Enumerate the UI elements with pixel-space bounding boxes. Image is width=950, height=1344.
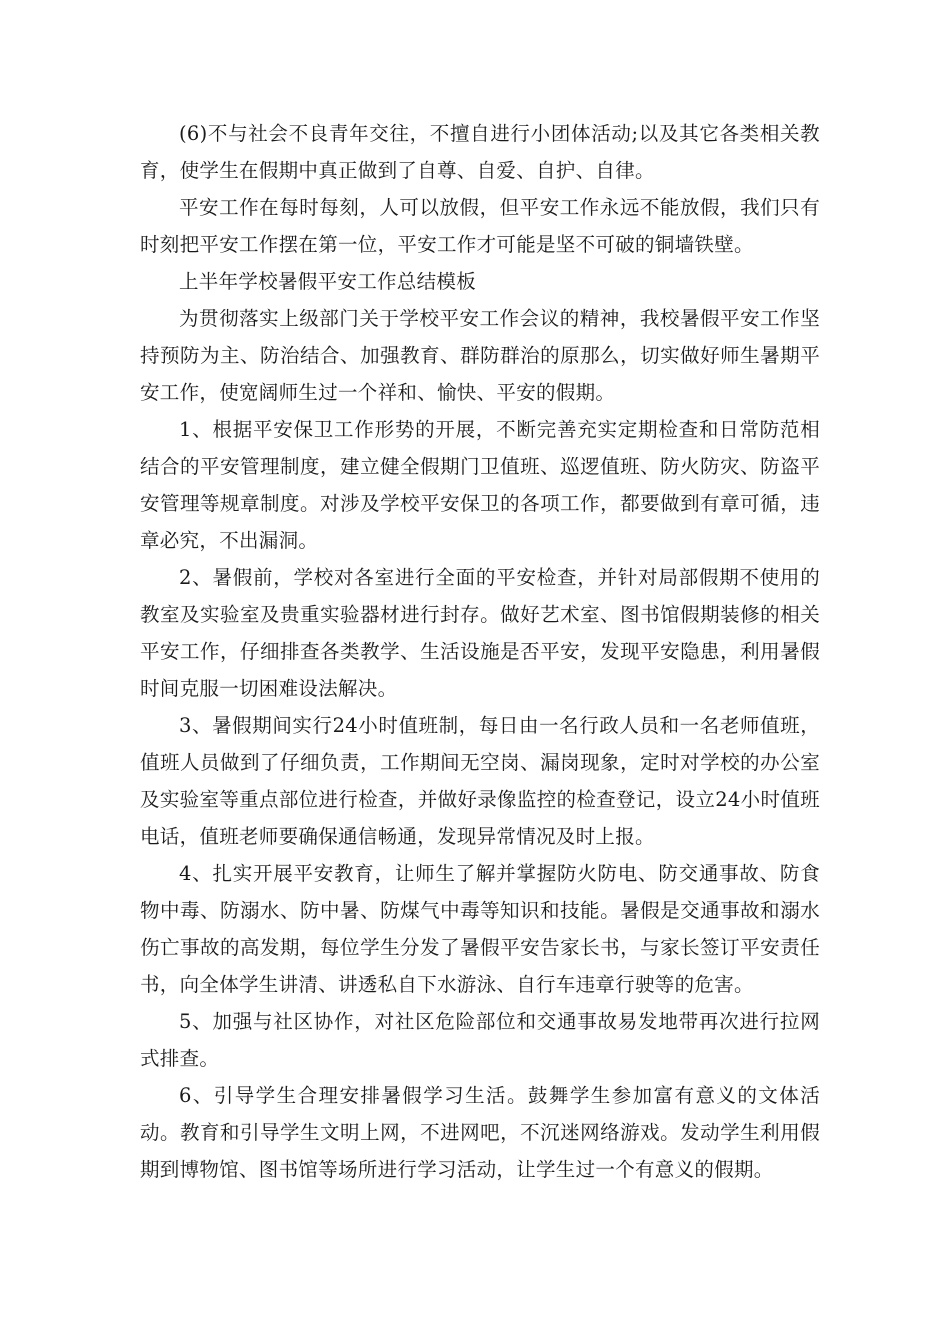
paragraph-item-2: 2、暑假前，学校对各室进行全面的平安检查，并针对局部假期不使用的教室及实验室及贵重实验器材进行封存。做好艺术室、图书馆假期装修的相关平安工作，仔细排查各类教学、生活设施是否平安，发现平安隐患，利用暑假时间克服一切困难设法解决。 xyxy=(140,566,820,700)
paragraph-item-4: 4、扎实开展平安教育，让师生了解并掌握防火防电、防交通事故、防食物中毒、防溺水、防中暑、防煤气中毒等知识和技能。暑假是交通事故和溺水伤亡事故的高发期，每位学生分发了暑假平安告家长书，与家长签订平安责任书，向全体学生讲清、讲透私自下水游泳、自行车违章行驶等的危害。 xyxy=(140,862,820,996)
document-body xyxy=(140,115,820,1188)
paragraph-item-3: 3、暑假期间实行24小时值班制，每日由一名行政人员和一名老师值班，值班人员做到了仔细负责，工作期间无空岗、漏岗现象，定时对学校的办公室及实验室等重点部位进行检查，并做好录像监控的检查登记，设立24小时值班电话，值班老师要确保通信畅通，发现异常情况及时上报。 xyxy=(140,714,820,848)
paragraph-item-5: 5、加强与社区协作，对社区危险部位和交通事故易发地带再次进行拉网式排查。 xyxy=(140,1010,820,1070)
paragraph-item-1: 1、根据平安保卫工作形势的开展，不断完善充实定期检查和日常防范相结合的平安管理制度，建立健全假期门卫值班、巡逻值班、防火防灾、防盗平安管理等规章制度。对涉及学校平安保卫的各项工作，都要做到有章可循，违章必究，不出漏洞。 xyxy=(140,418,820,552)
paragraph-2: 平安工作在每时每刻，人可以放假，但平安工作永远不能放假，我们只有时刻把平安工作摆在第一位，平安工作才可能是坚不可破的铜墙铁壁。 xyxy=(140,196,820,256)
paragraph-1: (6)不与社会不良青年交往，不擅自进行小团体活动;以及其它各类相关教育，使学生在假期中真正做到了自尊、自爱、自护、自律。 xyxy=(140,122,820,182)
section-heading: 上半年学校暑假平安工作总结模板 xyxy=(179,270,477,293)
paragraph-intro: 为贯彻落实上级部门关于学校平安工作会议的精神，我校暑假平安工作坚持预防为主、防治结合、加强教育、群防群治的原那么，切实做好师生暑期平安工作，使宽阔师生过一个祥和、愉快、平安的假期。 xyxy=(140,307,820,404)
paragraph-item-6: 6、引导学生合理安排暑假学习生活。鼓舞学生参加富有意义的文体活动。教育和引导学生文明上网，不进网吧，不沉迷网络游戏。发动学生利用假期到博物馆、图书馆等场所进行学习活动，让学生过一个有意义的假期。 xyxy=(140,1084,820,1181)
